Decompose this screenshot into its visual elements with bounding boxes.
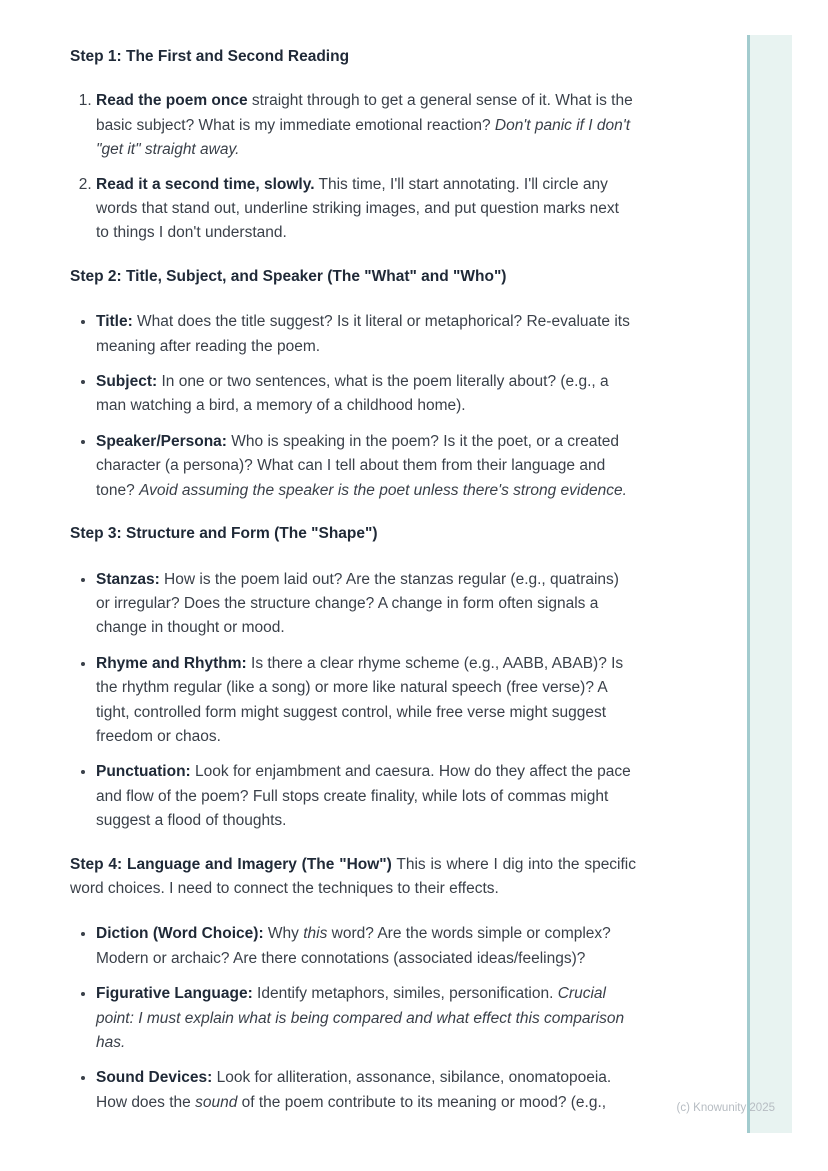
ordered-list	[70, 89, 636, 245]
document-section	[70, 265, 636, 503]
bold-text: Rhyme and Rhythm:	[96, 654, 247, 672]
bold-text: Read it a second time, slowly.	[96, 175, 315, 193]
bold-text: Subject:	[96, 373, 158, 391]
list-item: 1. Read the poem once straight through to get a general sense of it. What is the basic subject? What is my immediate emotional reaction? Don't panic if I don't "get it" straight away.	[96, 89, 636, 162]
watermark: (c) Knowunity 2025	[676, 1102, 775, 1114]
list-item: • Subject: In one or two sentences, what is the poem literally about? (e.g., a man watching a bird, a memory of a childhood home).	[96, 369, 636, 419]
bold-text: Speaker/Persona:	[96, 432, 227, 450]
bold-text: Diction (Word Choice):	[96, 925, 264, 943]
bold-text: Sound Devices:	[96, 1069, 213, 1087]
bold-text: Stanzas:	[96, 570, 160, 588]
section-heading-paragraph: Step 4: Language and Imagery (The "How") This is where I dig into the specific word choices. I need to connect the techniques to their effects.	[70, 855, 637, 897]
bullet-list	[70, 921, 636, 1115]
list-item: • Title: What does the title suggest? Is it literal or metaphorical? Re-evaluate its meaning after reading the poem.	[96, 309, 636, 359]
bullet-list	[70, 567, 636, 834]
bullet-list	[70, 309, 636, 503]
italic-text: Crucial point: I must explain what is being compared and what effect this comparison has.	[96, 985, 625, 1051]
list-item: 2. Read it a second time, slowly. This time, I'll start annotating. I'll circle any words that stand out, underline striking images, and put question marks next to things I don't understand.	[96, 173, 636, 246]
list-item: • Stanzas: How is the poem laid out? Are the stanzas regular (e.g., quatrains) or irregular? Does the structure change? A change in form often signals a change in thought or mood.	[96, 567, 636, 641]
bold-text: Title:	[96, 313, 133, 331]
bold-text: Read the poem once	[96, 92, 248, 110]
italic-text: Avoid assuming the speaker is the poet unless there's strong evidence.	[139, 481, 627, 499]
list-item: • Punctuation: Look for enjambment and caesura. How do they affect the pace and flow of the poem? Full stops create finality, while lots of commas might suggest a flood of thoughts.	[96, 759, 636, 833]
document-section	[70, 522, 636, 833]
list-item: • Speaker/Persona: Who is speaking in the poem? Is it the poet, or a created character (a persona)? What can I tell about them from their language and tone? Avoid assuming the speaker is the poet unless there's strong evidence.	[96, 429, 636, 503]
document-content	[70, 0, 636, 1134]
document-section	[70, 853, 636, 1116]
section-heading: Step 3: Structure and Form (The "Shape")	[70, 525, 378, 543]
section-heading: Step 2: Title, Subject, and Speaker (The "What" and "Who")	[70, 267, 507, 285]
italic-text: Don't panic if I don't "get it" straight away.	[96, 116, 631, 159]
list-item: • Diction (Word Choice): Why this word? Are the words simple or complex? Modern or archaic? Are there connotations (associated ideas/feelings)?	[96, 921, 636, 971]
list-item: • Figurative Language: Identify metaphors, similes, personification. Crucial point: I must explain what is being compared and what effect this comparison has.	[96, 981, 636, 1055]
bold-text: Figurative Language:	[96, 985, 253, 1003]
list-item: • Rhyme and Rhythm: Is there a clear rhyme scheme (e.g., AABB, ABAB)? Is the rhythm regular (like a song) or more like natural speech (free verse)? A tight, controlled form might suggest control, while free verse might suggest freedom or chaos.	[96, 651, 636, 750]
page-edge-highlight-bar	[747, 35, 792, 1133]
bold-text: Punctuation:	[96, 763, 191, 781]
italic-text: this	[303, 925, 328, 943]
section-heading: Step 1: The First and Second Reading	[70, 48, 350, 65]
italic-text: sound	[195, 1093, 238, 1111]
section-heading: Step 4: Language and Imagery (The "How")	[70, 855, 392, 873]
list-item: • Sound Devices: Look for alliteration, assonance, sibilance, onomatopoeia. How does the sound of the poem contribute to its meaning or mood? (e.g.,	[96, 1065, 636, 1115]
document-section	[70, 45, 636, 246]
